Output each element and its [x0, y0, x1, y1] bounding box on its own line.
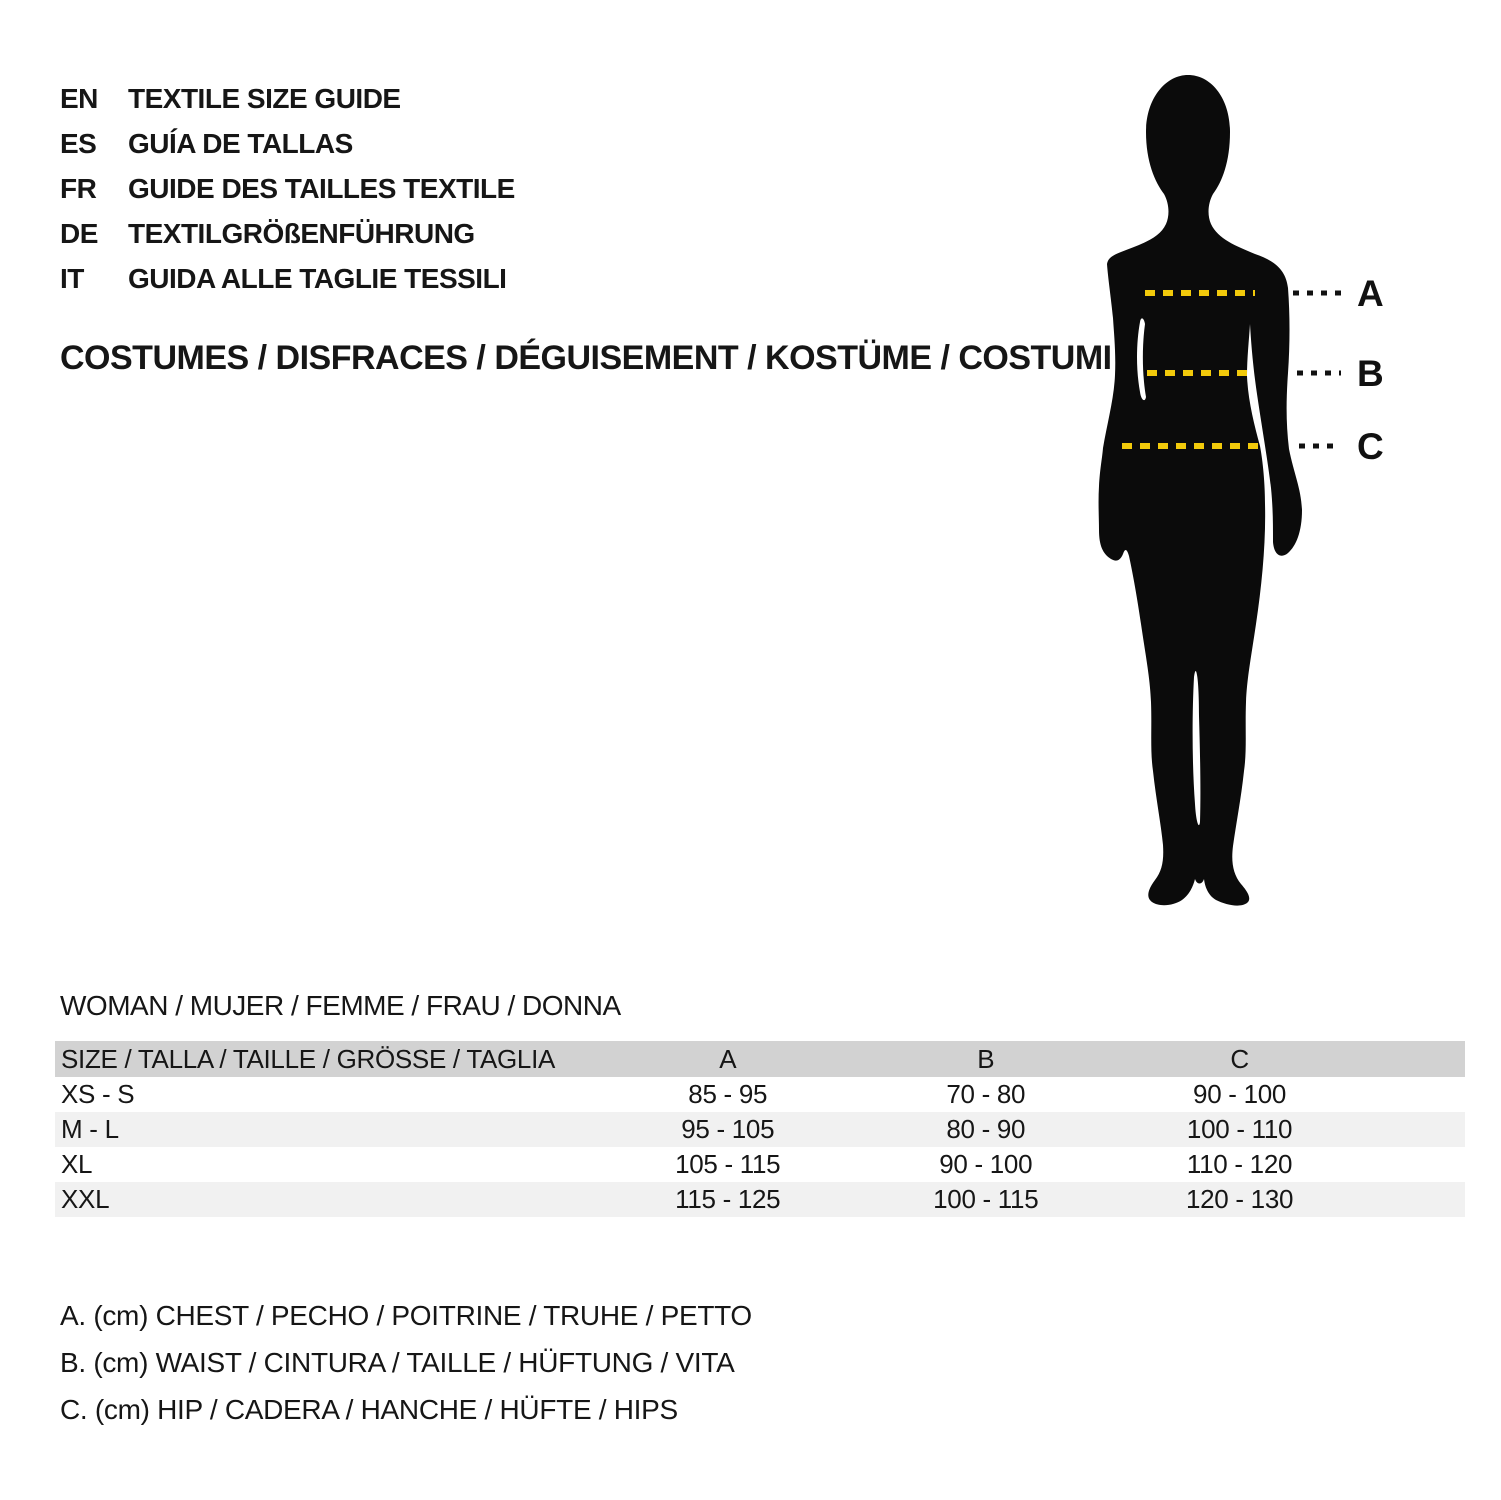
- size-cell: M - L: [55, 1112, 605, 1147]
- lang-row-it: [60, 256, 515, 301]
- lang-title: GUIDE DES TAILLES TEXTILE: [128, 172, 515, 204]
- chest-range-cell: 115 - 125: [605, 1182, 845, 1217]
- language-title-list: [60, 76, 515, 301]
- table-row-xs-s: [55, 1077, 1465, 1112]
- lang-title: TEXTILGRÖßENFÜHRUNG: [128, 217, 475, 249]
- spacer-cell: [1352, 1182, 1465, 1217]
- size-table-header-row: [55, 1041, 1465, 1077]
- lang-row-de: [60, 211, 515, 256]
- hip-range-cell: 120 - 130: [1121, 1182, 1352, 1217]
- chest-range-cell: 105 - 115: [605, 1147, 845, 1182]
- lang-title: GUÍA DE TALLAS: [128, 127, 353, 159]
- legend-waist: B. (cm) WAIST / CINTURA / TAILLE / HÜFTUNG / VITA: [60, 1346, 735, 1378]
- legend-hip: C. (cm) HIP / CADERA / HANCHE / HÜFTE / HIPS: [60, 1393, 678, 1425]
- column-header-b: B: [845, 1041, 1121, 1077]
- size-cell: XXL: [55, 1182, 605, 1217]
- lang-code: DE: [60, 217, 98, 249]
- measurement-legend: [60, 1292, 752, 1433]
- hip-range-cell: 90 - 100: [1121, 1077, 1352, 1112]
- waist-range-cell: 70 - 80: [845, 1077, 1121, 1112]
- spacer-cell: [1352, 1112, 1465, 1147]
- size-header-cell: SIZE / TALLA / TAILLE / GRÖSSE / TAGLIA: [55, 1041, 605, 1077]
- legend-chest: A. (cm) CHEST / PECHO / POITRINE / TRUHE / PETTO: [60, 1299, 752, 1331]
- lang-row-fr: [60, 166, 515, 211]
- hip-range-cell: 100 - 110: [1121, 1112, 1352, 1147]
- measure-label-b: B: [1357, 353, 1384, 394]
- waist-range-cell: 80 - 90: [845, 1112, 1121, 1147]
- gender-heading: WOMAN / MUJER / FEMME / FRAU / DONNA: [60, 990, 621, 1021]
- chest-range-cell: 95 - 105: [605, 1112, 845, 1147]
- table-row-xl: [55, 1147, 1465, 1182]
- lang-title: GUIDA ALLE TAGLIE TESSILI: [128, 262, 507, 294]
- category-heading: COSTUMES / DISFRACES / DÉGUISEMENT / KOSTÜME / COSTUMI: [60, 339, 1112, 377]
- lang-code: ES: [60, 127, 97, 159]
- lang-row-en: [60, 76, 515, 121]
- measure-label-a: A: [1357, 273, 1384, 314]
- hip-range-cell: 110 - 120: [1121, 1147, 1352, 1182]
- lang-title: TEXTILE SIZE GUIDE: [128, 82, 401, 114]
- lang-code: IT: [60, 262, 84, 294]
- size-cell: XS - S: [55, 1077, 605, 1112]
- table-row-xxl: [55, 1182, 1465, 1217]
- column-header-a: A: [605, 1041, 845, 1077]
- silhouette-svg: [1045, 72, 1405, 912]
- table-row-m-l: [55, 1112, 1465, 1147]
- size-cell: XL: [55, 1147, 605, 1182]
- column-header-spacer: [1352, 1041, 1465, 1077]
- spacer-cell: [1352, 1147, 1465, 1182]
- column-header-c: C: [1121, 1041, 1352, 1077]
- spacer-cell: [1352, 1077, 1465, 1112]
- chest-range-cell: 85 - 95: [605, 1077, 845, 1112]
- waist-range-cell: 100 - 115: [845, 1182, 1121, 1217]
- woman-silhouette-figure: [1045, 72, 1405, 912]
- waist-range-cell: 90 - 100: [845, 1147, 1121, 1182]
- lang-code: EN: [60, 82, 98, 114]
- lang-code: FR: [60, 172, 97, 204]
- measure-label-c: C: [1357, 426, 1384, 467]
- size-table: [55, 1041, 1465, 1217]
- lang-row-es: [60, 121, 515, 166]
